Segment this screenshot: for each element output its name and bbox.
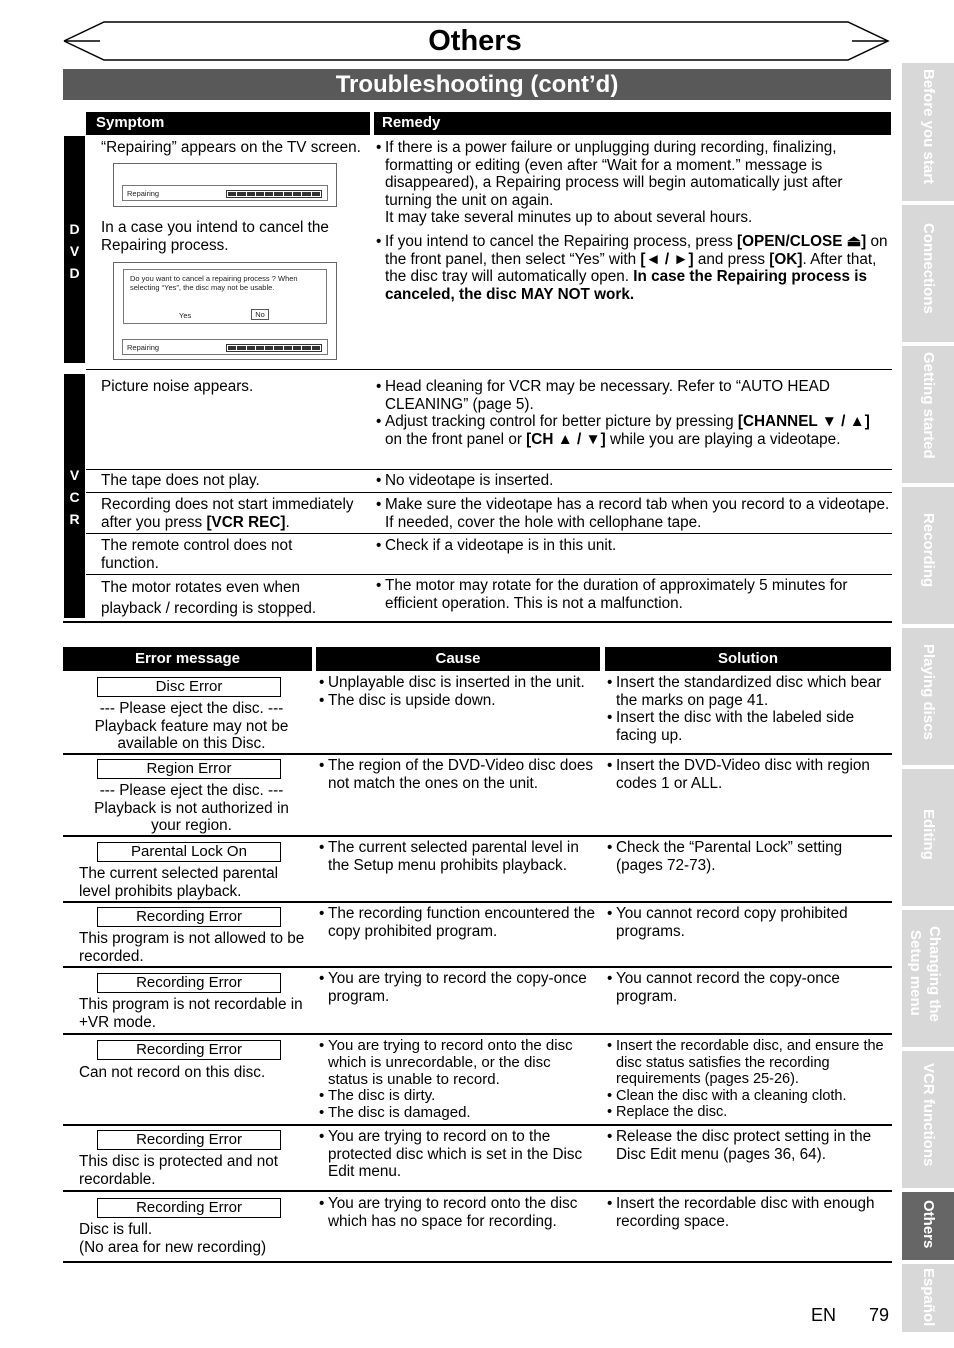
language-code: EN	[811, 1305, 837, 1325]
vcr-remedy-remote: • Check if a videotape is in this unit.	[376, 537, 617, 554]
repairing-label: Repairing	[127, 343, 160, 352]
vcr-letter: C	[69, 489, 80, 505]
table-bottom-rule	[63, 621, 892, 623]
row-divider	[63, 1124, 892, 1126]
symptom-header: Symptom	[86, 112, 370, 135]
row-divider	[63, 753, 892, 755]
error-description: --- Please eject the disc. --- Playback is not authorized in your region.	[94, 782, 289, 835]
error-description: This program is not allowed to be recorded.	[79, 930, 305, 965]
row-divider	[63, 901, 892, 903]
cause-cell: • You are trying to record onto the disc which is unrecordable, or the disc status is unable to record. • The disc is dirty. • The disc is damaged.	[319, 1037, 573, 1122]
vcr-letter: R	[69, 511, 80, 527]
vcr-symptom-tape: The tape does not play.	[101, 472, 260, 489]
error-message-box: Disc Error	[97, 677, 281, 697]
cause-cell: • The region of the DVD-Video disc does not match the ones on the unit.	[319, 757, 594, 792]
repairing-label: Repairing	[127, 189, 160, 198]
dvd-symptom-cancel: In a case you intend to cancel the Repairing process.	[101, 219, 329, 254]
cause-header: Cause	[316, 647, 600, 671]
sidebar-tab-espanol[interactable]: Español	[902, 1264, 954, 1332]
solution-cell: • You cannot record copy prohibited programs.	[607, 905, 848, 940]
vcr-remedy-noise: • Head cleaning for VCR may be necessary. Refer to “AUTO HEAD CLEANING” (page 5). • Adjust tracking control for better picture by pressing [CHANNEL ▼ / ▲] on the front panel or [CH ▲ / ▼] while you are playing a videotape.	[376, 378, 870, 448]
sidebar-tab-others[interactable]: Others	[902, 1192, 954, 1260]
row-divider	[63, 1033, 892, 1035]
cancel-dialog-screen-image	[113, 262, 337, 360]
solution-header: Solution	[605, 647, 891, 671]
error-message-header: Error message	[63, 647, 312, 671]
error-description: This program is not recordable in +VR mode.	[79, 996, 303, 1031]
dvd-letter: D	[69, 221, 80, 237]
row-divider	[86, 492, 892, 493]
dvd-remedy-2: • If you intend to cancel the Repairing process, press [OPEN/CLOSE ⏏] on the front panel, then select “Yes” with [◄ / ►] and press [OK]. After that, the disc tray will automatically open. In case the Repairing process is canceled, the disc MAY NOT work.	[376, 233, 888, 303]
cause-cell: • The recording function encountered the copy prohibited program.	[319, 905, 596, 940]
error-message-box: Recording Error	[97, 1040, 281, 1060]
row-divider	[86, 469, 892, 470]
vcr-remedy-motor: • The motor may rotate for the duration of approximately 5 minutes for efficient operation. This is not a malfunction.	[376, 577, 848, 612]
error-message-box: Recording Error	[97, 973, 281, 993]
sidebar-tab-playing-discs[interactable]: Playing discs	[902, 628, 954, 765]
row-divider	[86, 533, 892, 534]
sidebar-tab-editing[interactable]: Editing	[902, 769, 954, 906]
dvd-symptom-repairing: “Repairing” appears on the TV screen.	[101, 139, 361, 156]
vcr-letter: V	[69, 467, 80, 483]
table-bottom-rule	[63, 1261, 892, 1263]
cancel-dialog-question: Do you want to cancel a repairing process ? When selecting “Yes”, the disc may not be usable.	[130, 274, 298, 292]
sidebar-tab-vcr-functions[interactable]: VCR functions	[902, 1051, 954, 1188]
solution-cell: • Check the “Parental Lock” setting (pages 72-73).	[607, 839, 843, 874]
vcr-remedy-recording: • Make sure the videotape has a record tab when you record to a videotape. If needed, cover the hole with cellophane tape.	[376, 496, 890, 531]
dialog-yes-option: Yes	[179, 311, 192, 320]
row-divider	[63, 966, 892, 968]
solution-cell: • Insert the recordable disc, and ensure the disc status satisfies the recording requirements (pages 25-26). • Clean the disc with a cleaning cloth. • Replace the disc.	[607, 1038, 884, 1121]
cause-cell: • You are trying to record the copy-once program.	[319, 970, 587, 1005]
cause-cell: • You are trying to record onto the disc which has no space for recording.	[319, 1195, 578, 1230]
error-description: This disc is protected and not recordable.	[79, 1153, 278, 1188]
vcr-remedy-tape: • No videotape is inserted.	[376, 472, 554, 489]
sidebar-tab-getting-started[interactable]: Getting started	[902, 346, 954, 483]
row-divider	[86, 369, 892, 370]
error-message-box: Recording Error	[97, 1198, 281, 1218]
repairing-screen-image	[113, 163, 337, 207]
error-message-box: Recording Error	[97, 907, 281, 927]
row-divider	[63, 1190, 892, 1192]
remedy-header: Remedy	[374, 112, 891, 135]
repairing-progress-bar	[226, 190, 322, 198]
vcr-symptom-recording: Recording does not start immediately after you press [VCR REC].	[101, 496, 354, 531]
sidebar-tab-connections[interactable]: Connections	[902, 205, 954, 342]
dvd-letter: D	[69, 265, 80, 281]
error-message-box: Parental Lock On	[97, 842, 281, 862]
vcr-symptom-motor: The motor rotates even when playback / recording is stopped.	[101, 579, 317, 617]
solution-cell: • Release the disc protect setting in the Disc Edit menu (pages 36, 64).	[607, 1128, 872, 1163]
cause-cell: • Unplayable disc is inserted in the unit. • The disc is upside down.	[319, 674, 585, 709]
cause-cell: • The current selected parental level in the Setup menu prohibits playback.	[319, 839, 579, 874]
solution-cell: • Insert the recordable disc with enough recording space.	[607, 1195, 875, 1230]
error-description: Disc is full. (No area for new recording)	[79, 1221, 267, 1256]
solution-cell: • Insert the DVD-Video disc with region codes 1 or ALL.	[607, 757, 870, 792]
sidebar-tab-recording[interactable]: Recording	[902, 487, 954, 624]
vcr-symptom-remote: The remote control does not function.	[101, 537, 293, 572]
dvd-remedy-1: • If there is a power failure or unplugging during recording, finalizing, formatting or editing (even after “Wait for a moment.” message is disappeared), a Repairing process will begin automatically just after turning the unit on again. It may take several minutes up to about several hours.	[376, 139, 843, 227]
error-message-box: Region Error	[97, 759, 281, 779]
error-description: The current selected parental level prohibits playback.	[79, 865, 278, 900]
section-title: Troubleshooting (cont’d)	[63, 69, 891, 100]
solution-cell: • Insert the standardized disc which bear the marks on page 41. • Insert the disc with the labeled side facing up.	[607, 674, 882, 744]
dialog-no-option: No	[251, 309, 269, 320]
error-description: Can not record on this disc.	[79, 1064, 266, 1081]
cause-cell: • You are trying to record on to the protected disc which is set in the Disc Edit menu.	[319, 1128, 583, 1181]
dvd-letter: V	[69, 243, 80, 259]
page-title: Others	[428, 25, 522, 57]
page-number: 79	[869, 1305, 890, 1325]
sidebar-tab-changing-setup-menu[interactable]: Changing the Setup menu	[902, 910, 954, 1047]
row-divider	[86, 574, 892, 575]
solution-cell: • You cannot record the copy-once program.	[607, 970, 840, 1005]
row-divider	[63, 835, 892, 837]
error-description: --- Please eject the disc. --- Playback feature may not be available on this Disc.	[94, 700, 289, 753]
sidebar-tab-before-you-start[interactable]: Before you start	[902, 63, 954, 201]
error-message-box: Recording Error	[97, 1130, 281, 1150]
repairing-progress-bar	[226, 344, 322, 352]
vcr-symptom-noise: Picture noise appears.	[101, 378, 254, 395]
